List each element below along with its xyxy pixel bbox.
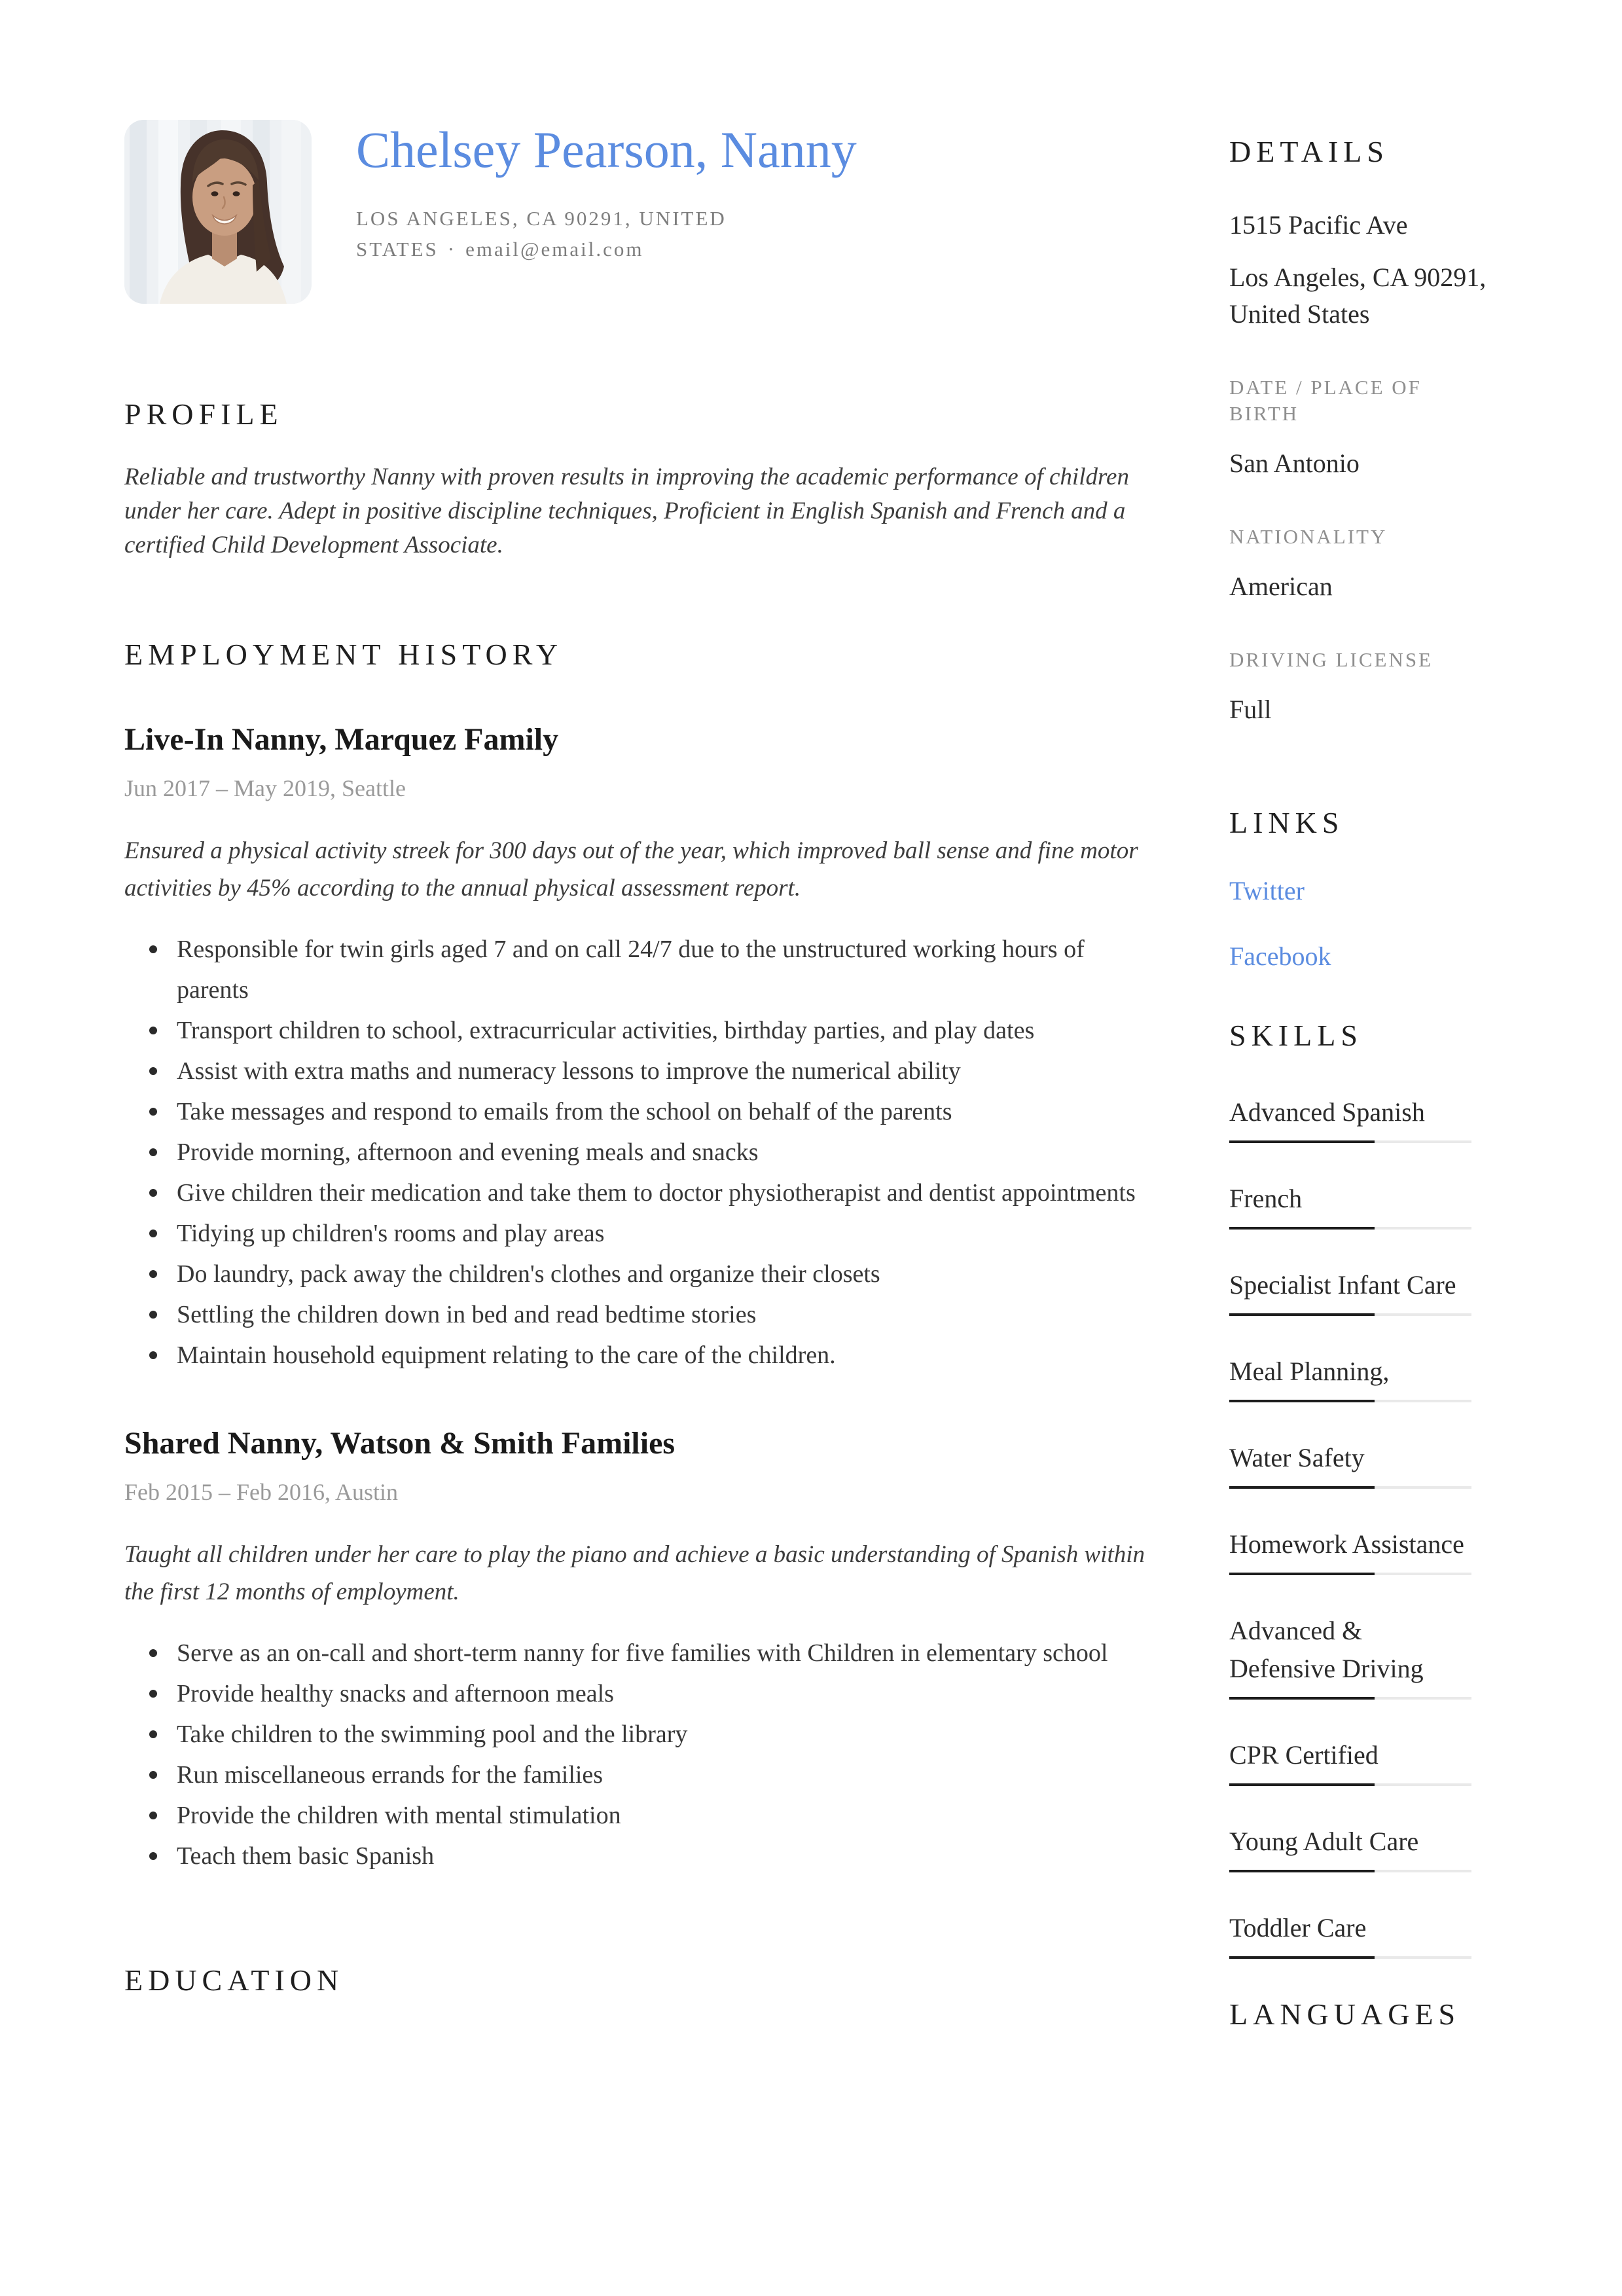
job-summary: Ensured a physical activity streek for 300 days out of the year, which improved ball sense and fine motor activities by 45% according to the annual physical assessment report. <box>124 837 1138 902</box>
skill-level-bar <box>1229 1956 1471 1959</box>
job-bullet-list <box>149 929 1159 1376</box>
languages-heading: LANGUAGES <box>1229 1997 1461 2031</box>
main-column <box>124 120 1159 1997</box>
links-heading: LINKS <box>1229 806 1344 839</box>
job-title: Live-In Nanny, Marquez Family <box>124 722 559 757</box>
skill-level-bar <box>1229 1227 1471 1230</box>
skill-level-bar <box>1229 1783 1471 1786</box>
skill-level-fill <box>1229 1227 1375 1230</box>
job-bullet: Give children their medication and take them to doctor physiotherapist and dentist appointments <box>149 1173 1159 1213</box>
skill-level-fill <box>1229 1697 1375 1700</box>
job-bullet: Responsible for twin girls aged 7 and on call 24/7 due to the unstructured working hours of parents <box>149 929 1159 1010</box>
job-bullet: Run miscellaneous errands for the families <box>149 1755 1159 1795</box>
job-bullet: Transport children to school, extracurricular activities, birthday parties, and play dates <box>149 1010 1159 1051</box>
driving-license-value: Full <box>1229 695 1272 724</box>
skill-item <box>1229 1093 1471 1143</box>
skill-label: Advanced & Defensive Driving <box>1229 1616 1424 1683</box>
resume-header <box>124 120 1159 304</box>
candidate-name: Chelsey Pearson, Nanny <box>356 121 857 178</box>
skill-level-fill <box>1229 1783 1375 1786</box>
birth-value: San Antonio <box>1229 448 1360 478</box>
job-entry-1 <box>124 721 1159 1376</box>
job-bullet: Settling the children down in bed and read bedtime stories <box>149 1294 1159 1335</box>
skill-item <box>1229 1823 1471 1872</box>
skill-item <box>1229 1266 1471 1316</box>
nationality-label: NATIONALITY <box>1229 525 1388 548</box>
skill-level-bar <box>1229 1870 1471 1872</box>
skill-item <box>1229 1736 1471 1786</box>
details-heading: DETAILS <box>1229 135 1389 168</box>
identity-block <box>356 120 857 264</box>
external-link[interactable]: Twitter <box>1229 876 1305 905</box>
job-dates: Feb 2015 – Feb 2016, Austin <box>124 1479 399 1505</box>
profile-photo <box>124 120 312 304</box>
skill-level-bar <box>1229 1486 1471 1489</box>
skill-label: Homework Assistance <box>1229 1529 1464 1559</box>
employment-heading: EMPLOYMENT HISTORY <box>124 638 564 671</box>
profile-text: Reliable and trustworthy Nanny with proven results in improving the academic performance of children under her care. Adept in positive discipline techniques, Proficient in English Spanish and French and a certified Child Development Associate. <box>124 464 1129 558</box>
skill-level-fill <box>1229 1400 1375 1402</box>
skill-level-fill <box>1229 1870 1375 1872</box>
job-bullet: Provide the children with mental stimulation <box>149 1795 1159 1836</box>
skill-label: CPR Certified <box>1229 1740 1379 1770</box>
links-list <box>1229 873 1498 975</box>
skill-item <box>1229 1439 1471 1489</box>
job-bullet: Tidying up children's rooms and play areas <box>149 1213 1159 1254</box>
skill-label: Toddler Care <box>1229 1913 1367 1942</box>
job-bullet: Assist with extra maths and numeracy lessons to improve the numerical ability <box>149 1051 1159 1091</box>
contact-email: email@email.com <box>465 238 644 261</box>
nationality-value: American <box>1229 572 1333 601</box>
sidebar <box>1229 134 1498 2032</box>
avatar-illustration <box>124 120 312 304</box>
job-bullet: Maintain household equipment relating to the care of the children. <box>149 1335 1159 1376</box>
birth-label: DATE / PLACE OF BIRTH <box>1229 376 1422 425</box>
address-line-2: Los Angeles, CA 90291, United States <box>1229 263 1487 329</box>
skill-level-fill <box>1229 1956 1375 1959</box>
job-bullet: Do laundry, pack away the children's clothes and organize their closets <box>149 1254 1159 1294</box>
external-link[interactable]: Facebook <box>1229 941 1331 971</box>
driving-license-label: DRIVING LICENSE <box>1229 648 1433 671</box>
skill-level-fill <box>1229 1486 1375 1489</box>
skill-level-bar <box>1229 1140 1471 1143</box>
skills-heading: SKILLS <box>1229 1019 1363 1052</box>
address-line-1: 1515 Pacific Ave <box>1229 210 1408 240</box>
skill-level-fill <box>1229 1573 1375 1575</box>
profile-heading: PROFILE <box>124 397 283 431</box>
skill-item <box>1229 1612 1471 1700</box>
skill-item <box>1229 1909 1471 1959</box>
link-item <box>1229 873 1498 909</box>
skill-label: Meal Planning, <box>1229 1357 1390 1386</box>
contact-line <box>356 203 782 264</box>
job-bullet: Provide morning, afternoon and evening meals and snacks <box>149 1132 1159 1173</box>
skill-label: Advanced Spanish <box>1229 1097 1425 1127</box>
job-bullet: Take children to the swimming pool and the library <box>149 1714 1159 1755</box>
skill-item <box>1229 1353 1471 1402</box>
skill-label: Young Adult Care <box>1229 1827 1419 1856</box>
job-bullet: Teach them basic Spanish <box>149 1836 1159 1876</box>
job-dates: Jun 2017 – May 2019, Seattle <box>124 775 406 801</box>
link-item <box>1229 938 1498 975</box>
job-title: Shared Nanny, Watson & Smith Families <box>124 1426 676 1461</box>
job-entry-2 <box>124 1425 1159 1876</box>
skill-level-bar <box>1229 1313 1471 1316</box>
skill-item <box>1229 1180 1471 1230</box>
skill-item <box>1229 1525 1471 1575</box>
contact-separator: · <box>447 238 457 261</box>
job-bullet-list <box>149 1633 1159 1876</box>
skill-level-fill <box>1229 1313 1375 1316</box>
education-heading: EDUCATION <box>124 1963 344 1997</box>
job-bullet: Take messages and respond to emails from the school on behalf of the parents <box>149 1091 1159 1132</box>
job-bullet: Provide healthy snacks and afternoon meals <box>149 1673 1159 1714</box>
skill-level-bar <box>1229 1573 1471 1575</box>
skill-label: Water Safety <box>1229 1443 1365 1472</box>
contact-location: LOS ANGELES, CA 90291, UNITED STATES <box>356 207 727 261</box>
skill-label: Specialist Infant Care <box>1229 1270 1456 1300</box>
skills-list <box>1229 1093 1471 1959</box>
job-summary: Taught all children under her care to play the piano and achieve a basic understanding of Spanish within the first 12 months of employment. <box>124 1541 1145 1605</box>
skill-level-fill <box>1229 1140 1375 1143</box>
skill-level-bar <box>1229 1697 1471 1700</box>
skill-level-bar <box>1229 1400 1471 1402</box>
skill-label: French <box>1229 1184 1303 1213</box>
job-bullet: Serve as an on-call and short-term nanny for five families with Children in elementary school <box>149 1633 1159 1673</box>
